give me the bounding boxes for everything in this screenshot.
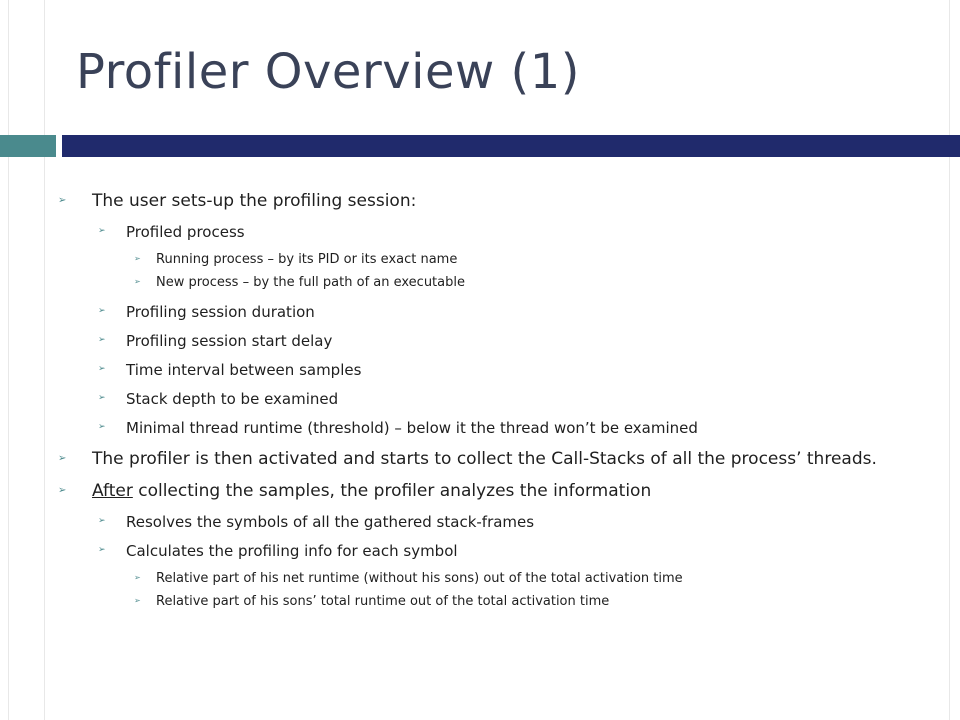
- list-item: [56, 389, 936, 409]
- frame-line: [8, 0, 9, 720]
- list-item: [56, 448, 936, 470]
- list-item: [56, 360, 936, 380]
- frame-line: [949, 0, 950, 720]
- list-item-text: New process – by the full path of an executable: [156, 275, 465, 290]
- list-item-text: Relative part of his sons’ total runtime out of the total activation time: [156, 594, 610, 609]
- list-item-text: Resolves the symbols of all the gathered stack-frames: [126, 513, 535, 531]
- chevron-right-icon: ➢: [58, 485, 67, 496]
- list-item: [56, 570, 936, 588]
- list-item-text: Profiled process: [126, 223, 245, 241]
- list-item: [56, 274, 936, 292]
- chevron-right-icon: ➢: [134, 254, 141, 263]
- list-item-text: Time interval between samples: [126, 361, 362, 379]
- chevron-right-icon: ➢: [58, 453, 67, 464]
- list-item: [56, 331, 936, 351]
- list-item-text: The profiler is then activated and starts to collect the Call-Stacks of all the process’ threads.: [92, 449, 877, 469]
- list-item: [56, 251, 936, 269]
- chevron-right-icon: ➢: [98, 226, 106, 236]
- list-item-text: Profiling session start delay: [126, 332, 333, 350]
- list-item-text: Minimal thread runtime (threshold) – below it the thread won’t be examined: [126, 419, 698, 437]
- chevron-right-icon: ➢: [98, 393, 106, 403]
- chevron-right-icon: ➢: [134, 596, 141, 605]
- chevron-right-icon: ➢: [134, 277, 141, 286]
- list-item-text: The user sets-up the profiling session:: [92, 191, 417, 211]
- list-item: [56, 418, 936, 438]
- chevron-right-icon: ➢: [98, 422, 106, 432]
- chevron-right-icon: ➢: [98, 306, 106, 316]
- underlined-word: After: [92, 481, 133, 501]
- list-item-text: [92, 481, 651, 501]
- list-item-text: Stack depth to be examined: [126, 390, 339, 408]
- slide-title: Profiler Overview (1): [76, 44, 580, 100]
- chevron-right-icon: ➢: [98, 545, 106, 555]
- chevron-right-icon: ➢: [98, 335, 106, 345]
- list-item-text: Calculates the profiling info for each symbol: [126, 542, 458, 560]
- list-item: [56, 222, 936, 242]
- list-item-text: Running process – by its PID or its exact name: [156, 252, 458, 267]
- list-item-text: Relative part of his net runtime (without his sons) out of the total activation time: [156, 571, 683, 586]
- list-item: [56, 512, 936, 532]
- list-item: [56, 541, 936, 561]
- title-underline-bar: [62, 135, 960, 157]
- list-item: [56, 302, 936, 322]
- list-item: [56, 190, 936, 212]
- list-item-text: Profiling session duration: [126, 303, 315, 321]
- chevron-right-icon: ➢: [58, 195, 67, 206]
- list-item: [56, 593, 936, 611]
- list-item-rest: collecting the samples, the profiler analyzes the information: [132, 481, 652, 501]
- chevron-right-icon: ➢: [134, 573, 141, 582]
- frame-line: [44, 0, 45, 720]
- chevron-right-icon: ➢: [98, 364, 106, 374]
- title-accent-bar: [0, 135, 56, 157]
- chevron-right-icon: ➢: [98, 516, 106, 526]
- list-item: [56, 480, 936, 502]
- bullet-list: [56, 190, 936, 616]
